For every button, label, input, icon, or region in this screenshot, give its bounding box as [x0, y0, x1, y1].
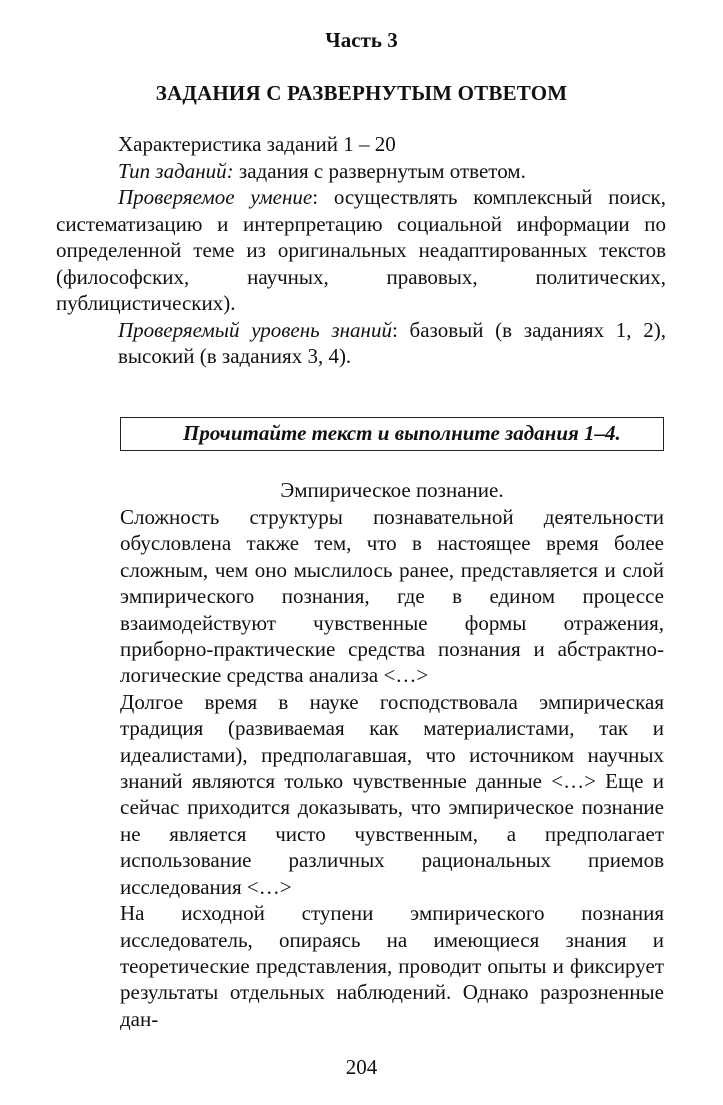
task-type-line	[56, 158, 666, 185]
page-number: 204	[345, 1055, 378, 1079]
text-paragraph: Долгое время в науке господствовала эмпирическая традиция (развиваемая как материалистами, так и идеалистами), предполагавшая, что источником научных знаний являются только чувственные данные <…> Еще и сейчас приходится доказывать, что эмпирическое познание не является чисто чувственным, а предполагает использование различных рациональных приемов исследования <…>	[120, 689, 664, 899]
instruction-text: Прочитайте текст и выполните задания 1–4.	[183, 421, 621, 445]
task-type-label: Тип заданий:	[118, 158, 234, 183]
section-title: ЗАДАНИЯ С РАЗВЕРНУТЫМ ОТВЕТОМ	[155, 81, 568, 105]
task-characteristics	[56, 131, 666, 370]
skill-label: Проверяемое умение	[118, 185, 313, 209]
skill-line	[56, 184, 666, 317]
part-title: Часть 3	[325, 28, 398, 52]
text-title: Эмпирическое познание.	[280, 478, 504, 502]
level-label: Проверяемый уровень знаний	[118, 317, 392, 342]
characteristics-heading: Характеристика заданий 1 – 20	[118, 132, 396, 156]
level-value: : базовый (в заданиях 1, 2), высокий (в заданиях 3, 4).	[118, 317, 667, 368]
text-body	[120, 504, 664, 1032]
task-type-value: задания с развернутым ответом.	[233, 158, 526, 183]
text-paragraph: Сложность структуры познавательной деятельности обусловлена также тем, что в настоящее время более сложным, чем оно мыслилось ранее, представляется и слой эмпирического познания, где в едином процессе взаимодействуют чувственные формы отражения, приборно-практические средства познания и абстрактно-логические средства анализа <…>	[120, 505, 664, 688]
level-line	[56, 317, 666, 370]
instruction-box	[120, 417, 664, 451]
text-paragraph: На исходной ступени эмпирического познания исследователь, опираясь на имеющиеся знания и теоретические представления, проводит опыты и фиксирует результаты отдельных наблюдений. Однако разрозненные дан-	[120, 901, 664, 1031]
skill-value: : осуществлять комплексный поиск, систематизацию и интерпретацию социальной информации по определенной теме из оригинальных неадаптированных текстов (философских, научных, правовых, политических, публицистических).	[56, 185, 666, 315]
